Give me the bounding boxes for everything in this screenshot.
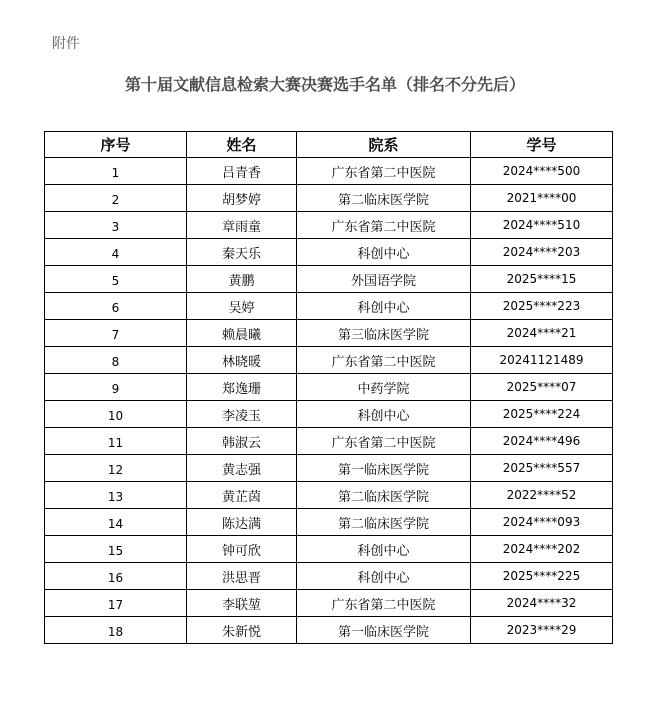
row-department: 中药学院 xyxy=(297,374,471,401)
row-student-id: 2025****223 xyxy=(471,293,613,320)
row-name: 吕青香 xyxy=(187,158,297,185)
row-department: 科创中心 xyxy=(297,536,471,563)
row-seq: 18 xyxy=(45,617,187,644)
row-name: 吴婷 xyxy=(187,293,297,320)
row-name: 胡梦婷 xyxy=(187,185,297,212)
row-name: 黄志强 xyxy=(187,455,297,482)
row-student-id: 2024****32 xyxy=(471,590,613,617)
table-row xyxy=(45,212,613,239)
row-student-id: 2023****29 xyxy=(471,617,613,644)
row-name: 钟可欣 xyxy=(187,536,297,563)
row-student-id: 2024****500 xyxy=(471,158,613,185)
row-student-id: 2025****557 xyxy=(471,455,613,482)
table-row xyxy=(45,455,613,482)
table-row xyxy=(45,374,613,401)
row-name: 黄芷茵 xyxy=(187,482,297,509)
table-row xyxy=(45,482,613,509)
table-row xyxy=(45,401,613,428)
row-seq: 5 xyxy=(45,266,187,293)
row-student-id: 2025****225 xyxy=(471,563,613,590)
document-title: 第十届文献信息检索大赛决赛选手名单（排名不分先后） xyxy=(124,75,525,94)
row-student-id: 2024****21 xyxy=(471,320,613,347)
row-seq: 15 xyxy=(45,536,187,563)
row-name: 韩淑云 xyxy=(187,428,297,455)
header-name: 姓名 xyxy=(187,132,297,158)
row-student-id: 2024****496 xyxy=(471,428,613,455)
row-seq: 17 xyxy=(45,590,187,617)
row-department: 广东省第二中医院 xyxy=(297,347,471,374)
row-department: 第二临床医学院 xyxy=(297,482,471,509)
row-department: 广东省第二中医院 xyxy=(297,428,471,455)
row-seq: 6 xyxy=(45,293,187,320)
table-row xyxy=(45,185,613,212)
row-department: 第二临床医学院 xyxy=(297,509,471,536)
header-department: 院系 xyxy=(297,132,471,158)
row-name: 李凌玉 xyxy=(187,401,297,428)
row-student-id: 2024****202 xyxy=(471,536,613,563)
row-department: 科创中心 xyxy=(297,239,471,266)
row-seq: 9 xyxy=(45,374,187,401)
row-department: 外国语学院 xyxy=(297,266,471,293)
header-seq: 序号 xyxy=(45,132,187,158)
row-department: 第一临床医学院 xyxy=(297,455,471,482)
row-department: 广东省第二中医院 xyxy=(297,212,471,239)
table-row xyxy=(45,428,613,455)
row-name: 赖晨曦 xyxy=(187,320,297,347)
row-name: 洪思晋 xyxy=(187,563,297,590)
row-seq: 3 xyxy=(45,212,187,239)
row-name: 秦天乐 xyxy=(187,239,297,266)
table-row xyxy=(45,563,613,590)
row-seq: 4 xyxy=(45,239,187,266)
table-row xyxy=(45,347,613,374)
row-name: 陈达满 xyxy=(187,509,297,536)
table-row xyxy=(45,266,613,293)
row-department: 科创中心 xyxy=(297,563,471,590)
row-student-id: 2021****00 xyxy=(471,185,613,212)
row-department: 第三临床医学院 xyxy=(297,320,471,347)
row-student-id: 20241121489 xyxy=(471,347,613,374)
row-department: 科创中心 xyxy=(297,401,471,428)
row-student-id: 2024****093 xyxy=(471,509,613,536)
row-name: 章雨童 xyxy=(187,212,297,239)
row-seq: 12 xyxy=(45,455,187,482)
table-header-row xyxy=(45,132,613,158)
row-seq: 11 xyxy=(45,428,187,455)
row-student-id: 2025****07 xyxy=(471,374,613,401)
row-name: 朱新悦 xyxy=(187,617,297,644)
row-student-id: 2025****15 xyxy=(471,266,613,293)
row-seq: 13 xyxy=(45,482,187,509)
table-row xyxy=(45,320,613,347)
row-department: 第二临床医学院 xyxy=(297,185,471,212)
table-row xyxy=(45,590,613,617)
table-row xyxy=(45,509,613,536)
finalist-table xyxy=(44,131,613,644)
row-student-id: 2022****52 xyxy=(471,482,613,509)
row-department: 广东省第二中医院 xyxy=(297,158,471,185)
table-row xyxy=(45,536,613,563)
table-row xyxy=(45,293,613,320)
table-body xyxy=(45,158,613,644)
row-seq: 2 xyxy=(45,185,187,212)
row-seq: 7 xyxy=(45,320,187,347)
row-seq: 8 xyxy=(45,347,187,374)
row-department: 科创中心 xyxy=(297,293,471,320)
row-department: 第一临床医学院 xyxy=(297,617,471,644)
row-student-id: 2024****510 xyxy=(471,212,613,239)
table-row xyxy=(45,617,613,644)
row-name: 林晓暖 xyxy=(187,347,297,374)
row-name: 黄鹏 xyxy=(187,266,297,293)
row-seq: 16 xyxy=(45,563,187,590)
row-seq: 1 xyxy=(45,158,187,185)
row-student-id: 2025****224 xyxy=(471,401,613,428)
table-row xyxy=(45,158,613,185)
attachment-label: 附件 xyxy=(52,36,80,52)
row-department: 广东省第二中医院 xyxy=(297,590,471,617)
table-row xyxy=(45,239,613,266)
header-student-id: 学号 xyxy=(471,132,613,158)
row-name: 郑逸珊 xyxy=(187,374,297,401)
row-seq: 10 xyxy=(45,401,187,428)
row-seq: 14 xyxy=(45,509,187,536)
row-name: 李联堃 xyxy=(187,590,297,617)
row-student-id: 2024****203 xyxy=(471,239,613,266)
